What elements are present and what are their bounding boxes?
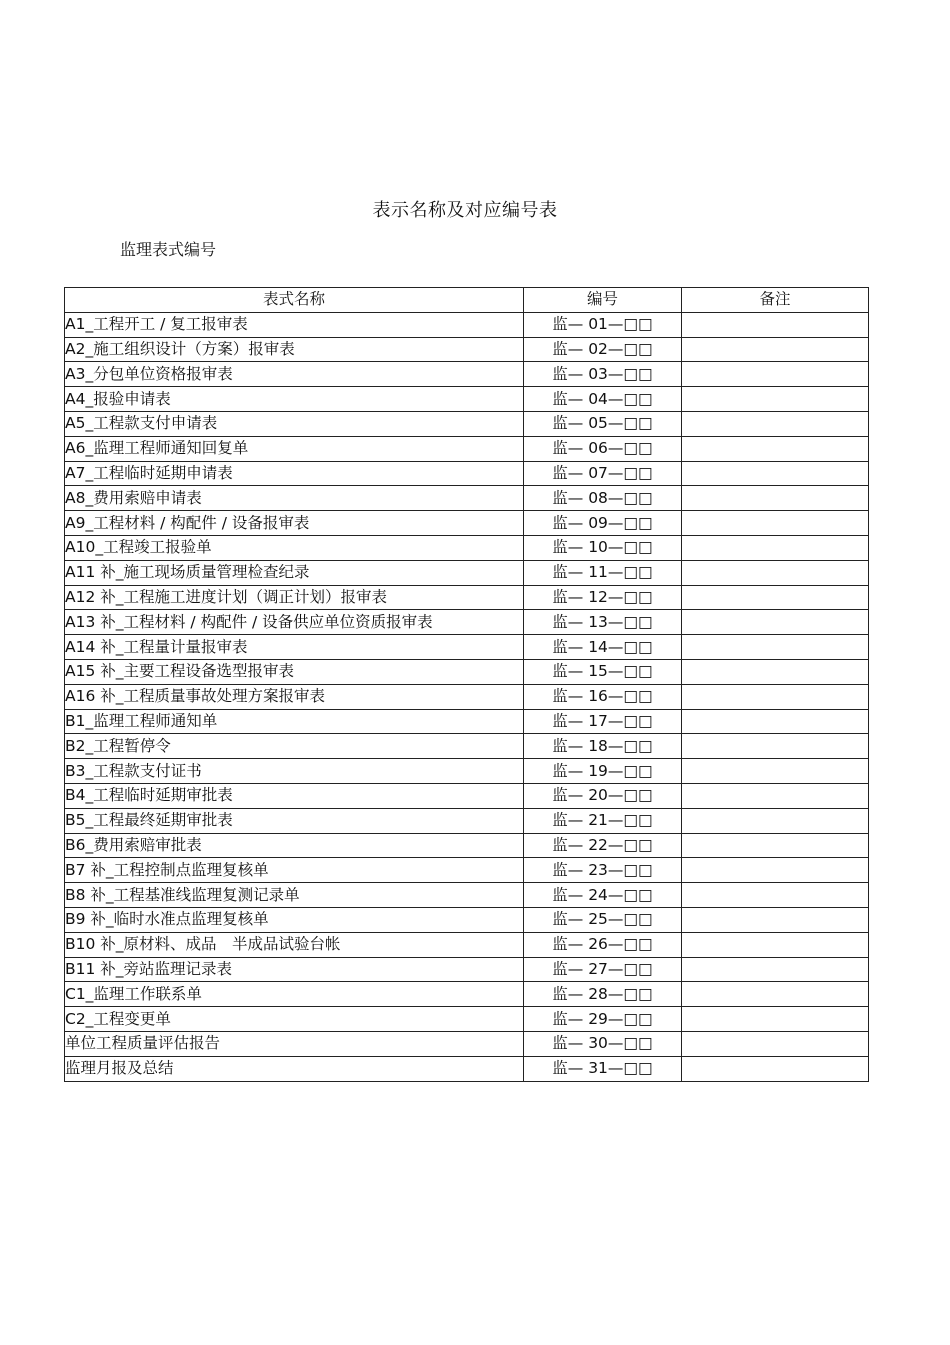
form-name-cell: A5_工程款支付申请表 — [65, 411, 524, 436]
form-name-cell: B8 补_工程基准线监理复测记录单 — [65, 883, 524, 908]
form-code-cell: 监— 27—□□ — [524, 957, 682, 982]
form-name-cell: C2_工程变更单 — [65, 1007, 524, 1032]
form-name-cell: A10_工程竣工报验单 — [65, 535, 524, 560]
header-form-name: 表式名称 — [65, 288, 524, 313]
form-code-cell: 监— 04—□□ — [524, 387, 682, 412]
form-name-cell: A3_分包单位资格报审表 — [65, 362, 524, 387]
note-cell — [682, 734, 869, 759]
table-row — [65, 436, 869, 461]
note-cell — [682, 759, 869, 784]
note-cell — [682, 362, 869, 387]
table-row — [65, 312, 869, 337]
form-code-cell: 监— 14—□□ — [524, 635, 682, 660]
table-row — [65, 1007, 869, 1032]
table-header-row — [65, 288, 869, 313]
table-row — [65, 833, 869, 858]
form-code-cell: 监— 19—□□ — [524, 759, 682, 784]
form-code-table — [64, 287, 869, 1082]
form-name-cell: A9_工程材料 / 构配件 / 设备报审表 — [65, 511, 524, 536]
form-name-cell: A11 补_施工现场质量管理检查纪录 — [65, 560, 524, 585]
form-code-cell: 监— 06—□□ — [524, 436, 682, 461]
note-cell — [682, 1007, 869, 1032]
form-code-cell: 监— 18—□□ — [524, 734, 682, 759]
form-name-cell: A13 补_工程材料 / 构配件 / 设备供应单位资质报审表 — [65, 610, 524, 635]
note-cell — [682, 635, 869, 660]
form-name-cell: B9 补_临时水准点监理复核单 — [65, 907, 524, 932]
form-code-cell: 监— 25—□□ — [524, 907, 682, 932]
table-row — [65, 684, 869, 709]
note-cell — [682, 1056, 869, 1081]
form-code-cell: 监— 10—□□ — [524, 535, 682, 560]
note-cell — [682, 659, 869, 684]
form-name-cell: B7 补_工程控制点监理复核单 — [65, 858, 524, 883]
note-cell — [682, 1031, 869, 1056]
form-code-cell: 监— 20—□□ — [524, 783, 682, 808]
form-name-cell: A6_监理工程师通知回复单 — [65, 436, 524, 461]
note-cell — [682, 858, 869, 883]
form-code-cell: 监— 03—□□ — [524, 362, 682, 387]
table-row — [65, 808, 869, 833]
form-name-cell: B11 补_旁站监理记录表 — [65, 957, 524, 982]
form-name-cell: 单位工程质量评估报告 — [65, 1031, 524, 1056]
note-cell — [682, 808, 869, 833]
table-row — [65, 858, 869, 883]
note-cell — [682, 560, 869, 585]
note-cell — [682, 411, 869, 436]
form-code-cell: 监— 15—□□ — [524, 659, 682, 684]
table-row — [65, 659, 869, 684]
form-name-cell: B3_工程款支付证书 — [65, 759, 524, 784]
form-name-cell: 监理月报及总结 — [65, 1056, 524, 1081]
form-name-cell: B1_监理工程师通知单 — [65, 709, 524, 734]
form-code-cell: 监— 31—□□ — [524, 1056, 682, 1081]
table-row — [65, 1031, 869, 1056]
note-cell — [682, 337, 869, 362]
table-row — [65, 883, 869, 908]
table-row — [65, 411, 869, 436]
note-cell — [682, 783, 869, 808]
table-row — [65, 932, 869, 957]
form-code-cell: 监— 21—□□ — [524, 808, 682, 833]
form-code-cell: 监— 30—□□ — [524, 1031, 682, 1056]
form-code-cell: 监— 02—□□ — [524, 337, 682, 362]
form-name-cell: A7_工程临时延期申请表 — [65, 461, 524, 486]
table-row — [65, 957, 869, 982]
note-cell — [682, 511, 869, 536]
note-cell — [682, 982, 869, 1007]
form-name-cell: B6_费用索赔审批表 — [65, 833, 524, 858]
table-row — [65, 709, 869, 734]
note-cell — [682, 907, 869, 932]
table-row — [65, 610, 869, 635]
table-row — [65, 486, 869, 511]
note-cell — [682, 486, 869, 511]
table-body — [65, 312, 869, 1081]
form-name-cell: B10 补_原材料、成品 半成品试验台帐 — [65, 932, 524, 957]
form-code-cell: 监— 23—□□ — [524, 858, 682, 883]
form-code-cell: 监— 09—□□ — [524, 511, 682, 536]
note-cell — [682, 461, 869, 486]
table-row — [65, 734, 869, 759]
table-row — [65, 783, 869, 808]
table-row — [65, 585, 869, 610]
note-cell — [682, 535, 869, 560]
table-row — [65, 759, 869, 784]
header-note: 备注 — [682, 288, 869, 313]
table-row — [65, 337, 869, 362]
page-title: 表示名称及对应编号表 — [372, 200, 558, 221]
form-code-cell: 监— 05—□□ — [524, 411, 682, 436]
form-name-cell: A16 补_工程质量事故处理方案报审表 — [65, 684, 524, 709]
form-name-cell: A15 补_主要工程设备选型报审表 — [65, 659, 524, 684]
note-cell — [682, 709, 869, 734]
note-cell — [682, 932, 869, 957]
form-code-cell: 监— 01—□□ — [524, 312, 682, 337]
note-cell — [682, 387, 869, 412]
form-name-cell: A2_施工组织设计（方案）报审表 — [65, 337, 524, 362]
form-code-cell: 监— 17—□□ — [524, 709, 682, 734]
form-name-cell: A4_报验申请表 — [65, 387, 524, 412]
table-row — [65, 362, 869, 387]
table-row — [65, 635, 869, 660]
form-code-cell: 监— 28—□□ — [524, 982, 682, 1007]
form-code-cell: 监— 13—□□ — [524, 610, 682, 635]
table-row — [65, 907, 869, 932]
form-name-cell: B4_工程临时延期审批表 — [65, 783, 524, 808]
form-code-cell: 监— 08—□□ — [524, 486, 682, 511]
form-name-cell: B2_工程暂停令 — [65, 734, 524, 759]
form-name-cell: C1_监理工作联系单 — [65, 982, 524, 1007]
note-cell — [682, 957, 869, 982]
note-cell — [682, 436, 869, 461]
note-cell — [682, 833, 869, 858]
form-code-cell: 监— 07—□□ — [524, 461, 682, 486]
table-row — [65, 387, 869, 412]
table-row — [65, 1056, 869, 1081]
form-name-cell: B5_工程最终延期审批表 — [65, 808, 524, 833]
form-name-cell: A14 补_工程量计量报审表 — [65, 635, 524, 660]
form-code-cell: 监— 12—□□ — [524, 585, 682, 610]
form-name-cell: A1_工程开工 / 复工报审表 — [65, 312, 524, 337]
table-row — [65, 982, 869, 1007]
form-code-cell: 监— 16—□□ — [524, 684, 682, 709]
note-cell — [682, 312, 869, 337]
form-code-cell: 监— 26—□□ — [524, 932, 682, 957]
table-row — [65, 461, 869, 486]
table-row — [65, 560, 869, 585]
form-code-cell: 监— 29—□□ — [524, 1007, 682, 1032]
note-cell — [682, 883, 869, 908]
note-cell — [682, 684, 869, 709]
form-code-cell: 监— 22—□□ — [524, 833, 682, 858]
form-name-cell: A8_费用索赔申请表 — [65, 486, 524, 511]
note-cell — [682, 585, 869, 610]
table-row — [65, 535, 869, 560]
section-subtitle: 监理表式编号 — [120, 240, 217, 259]
table-row — [65, 511, 869, 536]
form-code-cell: 监— 11—□□ — [524, 560, 682, 585]
form-code-cell: 监— 24—□□ — [524, 883, 682, 908]
form-name-cell: A12 补_工程施工进度计划（调正计划）报审表 — [65, 585, 524, 610]
note-cell — [682, 610, 869, 635]
header-code: 编号 — [524, 288, 682, 313]
